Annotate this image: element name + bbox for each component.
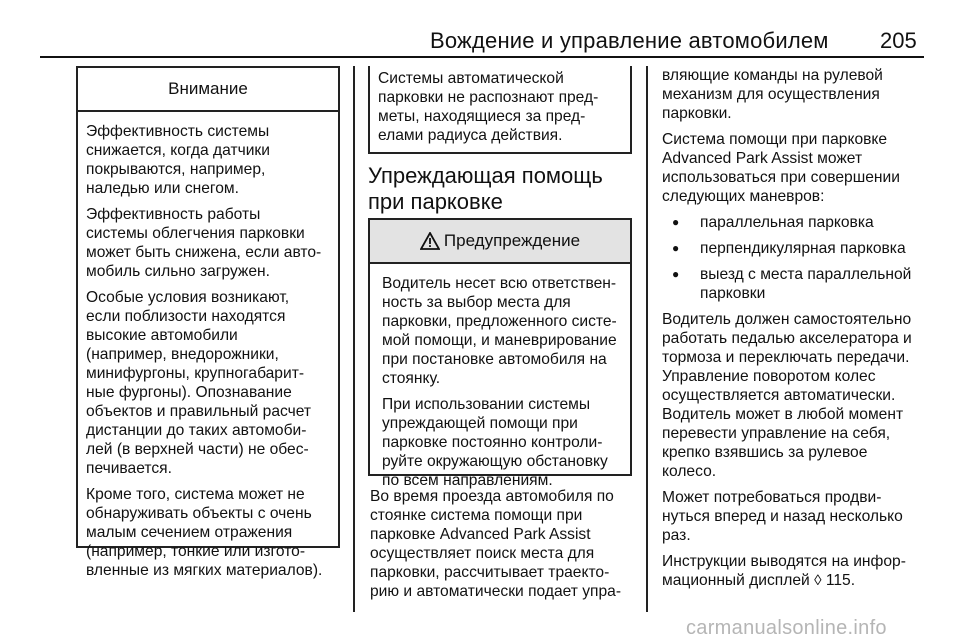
attention-paragraph: Кроме того, система может не обнаруживать объекты с очень малым сечением отражения (например, тонкие или изгото- вленные из мягких материалов). xyxy=(86,486,323,579)
attention-box xyxy=(76,66,340,579)
column-divider-right xyxy=(646,66,648,612)
warning-box xyxy=(368,218,632,489)
body-paragraph: Во время проезда автомобиля по стоянке система помощи при парковке Advanced Park Assist осуществляет поиск места для парковки, рассчитывает траекто- рию и автоматически подает упра- xyxy=(370,488,622,600)
continued-attention-box xyxy=(368,66,632,154)
attention-paragraph: Эффективность системы снижается, когда датчики покрываются, например, наледью или снегом. xyxy=(86,123,270,197)
watermark: carmanualsonline.info xyxy=(686,617,887,639)
middle-column-text xyxy=(370,487,640,608)
body-paragraph: Может потребоваться продви- нуться вперед и назад несколько раз. xyxy=(662,489,903,544)
continued-attention-text: Системы автоматической парковки не распознают пред- меты, находящиеся за пред- елами радиуса действия. xyxy=(378,70,599,144)
header-rule xyxy=(40,56,924,58)
reference-text: Инструкции выводятся на инфор- мационный дисплей xyxy=(662,553,906,589)
right-column xyxy=(662,66,952,597)
maneuver-list xyxy=(662,213,952,303)
attention-paragraph: Эффективность работы системы облегчения парковки может быть снижена, если авто- мобиль сильно загружен. xyxy=(86,206,322,280)
page-reference-link[interactable]: 115. xyxy=(825,572,856,589)
warning-triangle-icon xyxy=(420,232,440,250)
warning-paragraph: При использовании системы упреждающей помощи при парковке постоянно контроли- руйте окружающую обстановку по всем направлениям. xyxy=(382,396,608,489)
list-item: ● перпендикулярная парковка xyxy=(662,239,952,258)
warning-paragraph: Водитель несет всю ответствен- ность за выбор места для парковки, предложенного систе- мой помощи, и маневрирование при постановке автомобиля на стоянку. xyxy=(382,275,617,387)
warning-heading: Предупреждение xyxy=(443,231,581,250)
body-paragraph: Водитель должен самостоятельно работать педалью акселератора и тормоза и переключать передачи. Управление поворотом колес осуществляется автоматически. Водитель может в любой момент перевести управление на себя, крепко взявшись за рулевое колесо. xyxy=(662,311,912,480)
chapter-title: Вождение и управление автомобилем xyxy=(430,28,829,53)
body-paragraph xyxy=(662,552,952,590)
list-item: ● параллельная парковка xyxy=(662,213,952,232)
page-reference-arrow-icon[interactable]: ◊ xyxy=(814,572,822,589)
list-item: ● выезд с места параллельной парковки xyxy=(662,265,952,303)
column-divider-left xyxy=(353,66,355,612)
warning-heading-bar xyxy=(370,220,630,264)
attention-heading: Внимание xyxy=(78,68,338,112)
body-paragraph: Система помощи при парковке Advanced Park Assist может использоваться при совершении следующих маневров: xyxy=(662,131,900,205)
body-paragraph: вляющие команды на рулевой механизм для осуществления парковки. xyxy=(662,67,883,122)
page-number: 205 xyxy=(880,28,917,53)
section-heading: Упреждающая помощь при парковке xyxy=(368,163,603,214)
attention-paragraph: Особые условия возникают, если поблизости находятся высокие автомобили (например, внедорожники, минифургоны, крупногабарит- ные фургоны). Опознавание объектов и правильный расчет дистанции до таких автомоби- лей (в верхней части) не обес- печивается. xyxy=(86,289,312,477)
